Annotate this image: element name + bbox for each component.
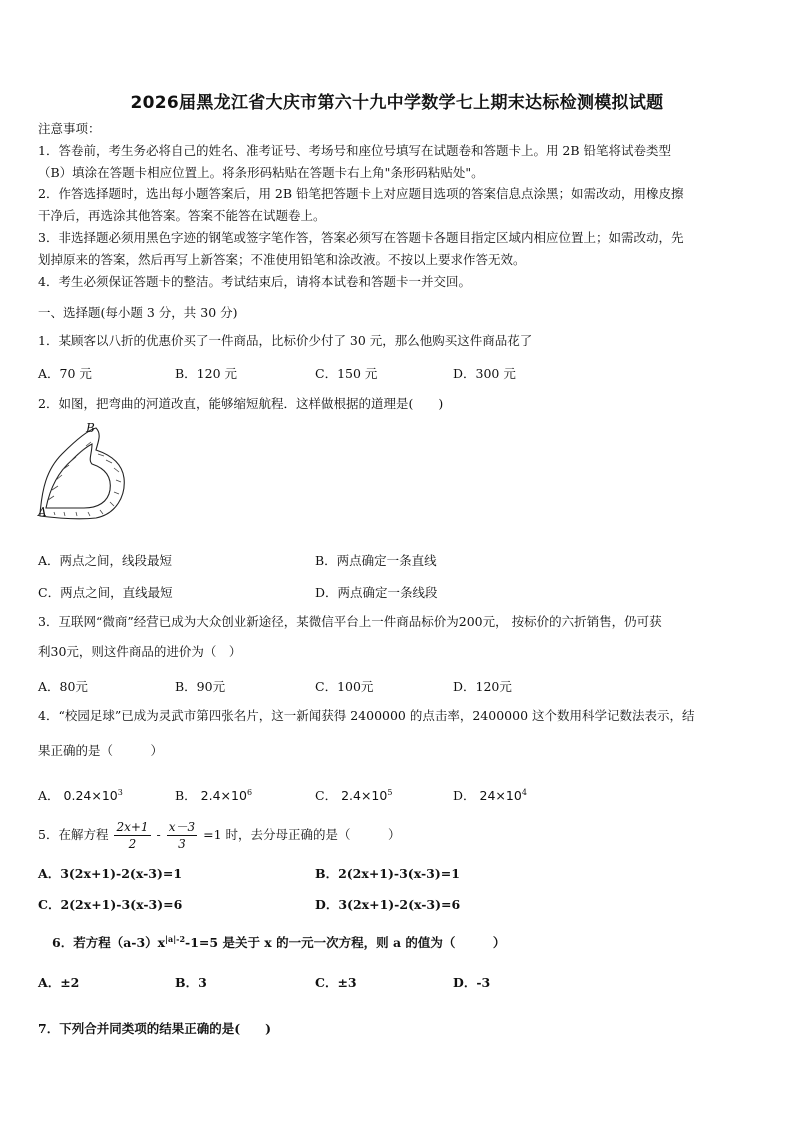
option-letter: C． — [315, 788, 338, 803]
notice-line: 2．作答选择题时，选出每小题答案后，用 2B 铅笔把答题卡上对应题目选项的答案信息点涂黑；如需改动，用橡皮擦 — [38, 186, 684, 202]
option-letter: B． — [175, 788, 197, 803]
option-mantissa: 0.24×10 — [63, 788, 118, 803]
option-exponent: 4 — [521, 787, 527, 797]
q6-option-c: C．±3 — [315, 975, 357, 990]
option-exponent: 3 — [117, 787, 123, 797]
question-4-stem-line2: 果正确的是（ ） — [38, 743, 164, 758]
notice-line: 划掉原来的答案，然后再写上新答案；不准使用铅笔和涂改液。不按以上要求作答无效。 — [38, 251, 526, 267]
option-mantissa: 2.4×10 — [200, 788, 247, 803]
point-b-label: B — [86, 421, 95, 435]
river-outer-bank — [40, 428, 124, 519]
fraction-numerator: x－3 — [168, 820, 196, 834]
option-exponent: 5 — [387, 787, 393, 797]
q3-option-d: D．120元 — [453, 679, 512, 694]
option-letter: A． — [38, 788, 60, 803]
q5-fraction-2 — [167, 819, 197, 852]
q1-option-a: A．70 元 — [38, 366, 92, 381]
question-4-stem-line1: 4．“校园足球”已成为灵武市第四张名片，这一新闻获得 2400000 的点击率，2400000 这个数用科学记数法表示，结 — [38, 708, 695, 723]
question-6-stem — [52, 930, 505, 952]
q3-option-c: C．100元 — [315, 679, 374, 694]
q1-option-d: D．300 元 — [453, 366, 516, 381]
notice-line: 4．考生必须保证答题卡的整洁。考试结束后，请将本试卷和答题卡一并交回。 — [38, 273, 471, 289]
question-3-stem-line1: 3．互联网“微商”经营已成为大众创业新途径，某微信平台上一件商品标价为200元， 按标价的六折销售，仍可获 — [38, 614, 662, 629]
q1-option-b: B．120 元 — [175, 366, 238, 381]
question-5-stem — [38, 816, 401, 854]
q2-option-a: A．两点之间，线段最短 — [38, 553, 173, 568]
q6-option-d: D．-3 — [453, 975, 491, 990]
q5-option-a: A．3(2x+1)-2(x-3)=1 — [38, 866, 183, 881]
notice-line: 干净后，再选涂其他答案。答案不能答在试题卷上。 — [38, 208, 326, 224]
q1-option-c: C．150 元 — [315, 366, 378, 381]
option-letter: D． — [453, 788, 476, 803]
fraction-denominator: 3 — [178, 837, 186, 851]
q6-option-b: B．3 — [175, 975, 207, 990]
q6-stem-post: -1=5 是关于 x 的一元一次方程，则 a 的值为（ ） — [185, 935, 506, 951]
q4-option-a — [38, 786, 123, 804]
question-2-stem: 2．如图，把弯曲的河道改直，能够缩短航程．这样做根据的道理是( ) — [38, 396, 444, 411]
q2-option-c: C．两点之间，直线最短 — [38, 585, 173, 600]
question-1-stem: 1．某顾客以八折的优惠价买了一件商品，比标价少付了 30 元，那么他购买这件商品花了 — [38, 333, 533, 348]
q5-fraction-1 — [114, 819, 150, 852]
page-title: 2026届黑龙江省大庆市第六十九中学数学七上期末达标检测模拟试题 — [130, 93, 664, 113]
notice-block — [38, 118, 758, 292]
q3-option-b: B．90元 — [175, 679, 226, 694]
question-3-stem-line2: 利30元，则这件商品的进价为（ ） — [38, 644, 242, 659]
section-heading: 一、选择题(每小题 3 分，共 30 分) — [38, 305, 238, 320]
notice-line: （B）填涂在答题卡相应位置上。将条形码粘贴在答题卡右上角"条形码粘贴处"。 — [38, 164, 484, 180]
q4-option-b — [175, 786, 252, 804]
q6-exponent: |a|-2 — [165, 934, 186, 944]
q5-option-b: B．2(2x+1)-3(x-3)=1 — [315, 866, 460, 881]
q5-option-d: D．3(2x+1)-2(x-3)=6 — [315, 897, 461, 912]
point-a-label: A — [38, 505, 47, 519]
q4-option-d — [453, 786, 527, 804]
q3-option-a: A．80元 — [38, 679, 88, 694]
option-exponent: 6 — [246, 787, 253, 797]
question-7-stem: 7．下列合并同类项的结果正确的是( ) — [38, 1021, 272, 1036]
q2-option-d: D．两点确定一条线段 — [315, 585, 438, 600]
q2-option-b: B．两点确定一条直线 — [315, 553, 437, 568]
q6-option-a: A．±2 — [38, 975, 80, 990]
fraction-numerator: 2x+1 — [116, 820, 149, 834]
option-mantissa: 24×10 — [479, 788, 522, 803]
q5-stem-pre: 5．在解方程 — [38, 827, 109, 842]
notice-line: 1．答卷前，考生务必将自己的姓名、准考证号、考场号和座位号填写在试题卷和答题卡上。用 2B 铅笔将试卷类型 — [38, 142, 672, 158]
river-figure — [36, 420, 132, 522]
river-hatching — [48, 442, 121, 516]
notice-heading: 注意事项： — [38, 121, 101, 136]
q4-option-c — [315, 786, 392, 804]
option-mantissa: 2.4×10 — [341, 788, 388, 803]
q5-stem-post: =1 时，去分母正确的是（ ） — [203, 827, 401, 842]
notice-line: 3．非选择题必须用黑色字迹的钢笔或签字笔作答，答案必须写在答题卡各题目指定区域内相应位置上；如需改动，先 — [38, 229, 684, 245]
q5-minus: - — [156, 827, 161, 842]
fraction-denominator: 2 — [128, 837, 137, 851]
q5-option-c: C．2(2x+1)-3(x-3)=6 — [38, 897, 183, 912]
q6-stem-pre: 6．若方程（a-3）x — [52, 935, 166, 951]
